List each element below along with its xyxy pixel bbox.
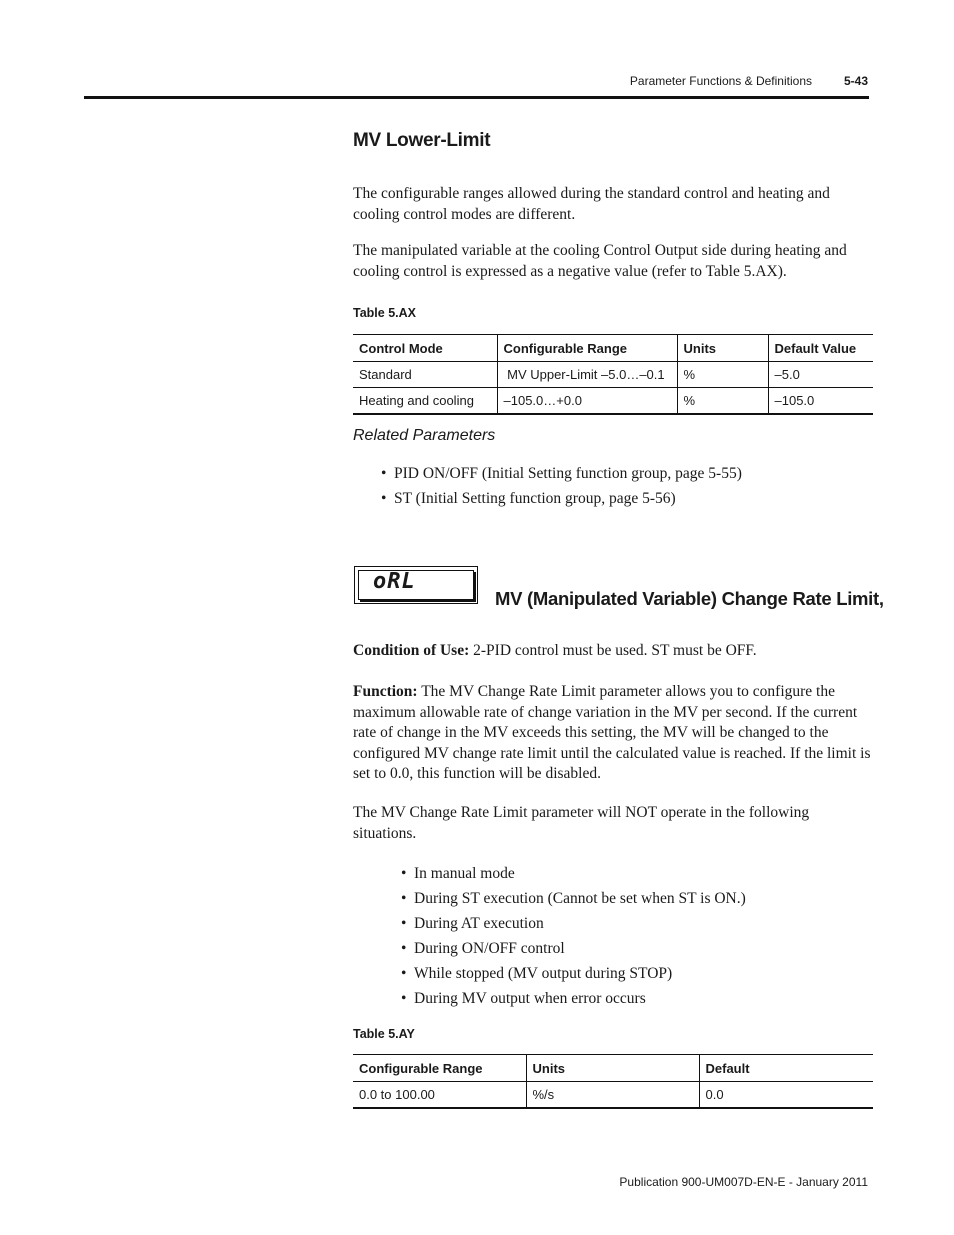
mv-change-rate-limit-heading: MV (Manipulated Variable) Change Rate Limit, xyxy=(495,588,884,609)
column-header: Configurable Range xyxy=(353,1055,526,1082)
mv-lower-limit-heading: MV Lower-Limit xyxy=(353,130,491,151)
function-label: Function: xyxy=(353,683,418,700)
list-item-text: During ST execution (Cannot be set when ST is ON.) xyxy=(414,890,746,907)
condition-of-use-paragraph xyxy=(353,641,873,662)
table-header-row xyxy=(353,335,873,362)
list-item-text: In manual mode xyxy=(414,865,515,882)
list-item: • During AT execution xyxy=(401,915,544,932)
publication-footer: Publication 900-UM007D-EN-E - January 2011 xyxy=(619,1175,868,1189)
table-cell: –5.0 xyxy=(768,362,873,388)
related-parameters-heading: Related Parameters xyxy=(353,427,496,444)
table-row xyxy=(353,362,873,388)
list-item: • In manual mode xyxy=(401,865,515,882)
list-item: • While stopped (MV output during STOP) xyxy=(401,965,673,982)
condition-text: 2-PID control must be used. ST must be OFF. xyxy=(469,642,757,659)
table-cell: %/s xyxy=(526,1082,699,1109)
list-item-text: During AT execution xyxy=(414,915,544,932)
column-header: Units xyxy=(677,335,768,362)
table-cell: –105.0 xyxy=(768,388,873,415)
table-cell: 0.0 to 100.00 xyxy=(353,1082,526,1109)
function-text: The MV Change Rate Limit parameter allows you to configure the maximum allowable rate of change variation in the MV per second. If the current rate of change in the MV exceeds this setting, the MV will be changed to the configured MV change rate limit until the calculated value is reached. If the limit is set to 0.0, this function will be disabled. xyxy=(353,683,871,782)
display-code-box xyxy=(354,566,478,604)
table-cell: –105.0…+0.0 xyxy=(497,388,677,415)
table-cell: % xyxy=(677,388,768,415)
list-item: • During ON/OFF control xyxy=(401,940,565,957)
header-section-title: Parameter Functions & Definitions xyxy=(629,74,812,88)
table-cell: 0.0 xyxy=(699,1082,873,1109)
column-header: Configurable Range xyxy=(497,335,677,362)
paragraph: The configurable ranges allowed during the standard control and heating and cooling control modes are different. xyxy=(353,185,830,223)
header-page-number: 5-43 xyxy=(843,74,868,88)
table-5ay xyxy=(353,1054,873,1109)
condition-label: Condition of Use: xyxy=(353,642,470,659)
list-item-text: ST (Initial Setting function group, page 5-56) xyxy=(394,490,676,507)
table-row xyxy=(353,1082,873,1109)
table-cell: % xyxy=(677,362,768,388)
list-item-text: During ON/OFF control xyxy=(414,940,565,957)
display-code: oRL xyxy=(373,569,416,594)
function-paragraph xyxy=(353,682,875,785)
column-header: Control Mode xyxy=(353,335,497,362)
table-cell: Heating and cooling xyxy=(353,388,497,415)
column-header: Default Value xyxy=(768,335,873,362)
table-caption: Table 5.AX xyxy=(353,306,416,320)
column-header: Default xyxy=(699,1055,873,1082)
table-header-row xyxy=(353,1055,873,1082)
table-5ax xyxy=(353,334,873,415)
list-item-text: PID ON/OFF (Initial Setting function group, page 5-55) xyxy=(394,465,742,482)
table-cell: Standard xyxy=(353,362,497,388)
situations-list xyxy=(401,864,746,1014)
list-item: • During MV output when error occurs xyxy=(401,990,646,1007)
paragraph: The MV Change Rate Limit parameter will NOT operate in the following situations. xyxy=(353,804,810,842)
column-header: Units xyxy=(526,1055,699,1082)
list-item: • ST (Initial Setting function group, page 5-56) xyxy=(381,490,676,507)
list-item-text: During MV output when error occurs xyxy=(414,990,646,1007)
table-caption: Table 5.AY xyxy=(353,1027,415,1041)
related-parameters-list xyxy=(381,464,742,514)
list-item: • PID ON/OFF (Initial Setting function group, page 5-55) xyxy=(381,465,742,482)
list-item-text: While stopped (MV output during STOP) xyxy=(414,965,673,982)
table-row xyxy=(353,388,873,415)
header-rule xyxy=(84,96,869,99)
list-item: • During ST execution (Cannot be set when ST is ON.) xyxy=(401,890,746,907)
running-header xyxy=(0,74,868,92)
table-cell: MV Upper-Limit –5.0…–0.1 xyxy=(497,362,677,388)
paragraph: The manipulated variable at the cooling Control Output side during heating and cooling control is expressed as a negative value (refer to Table 5.AX). xyxy=(353,242,847,280)
